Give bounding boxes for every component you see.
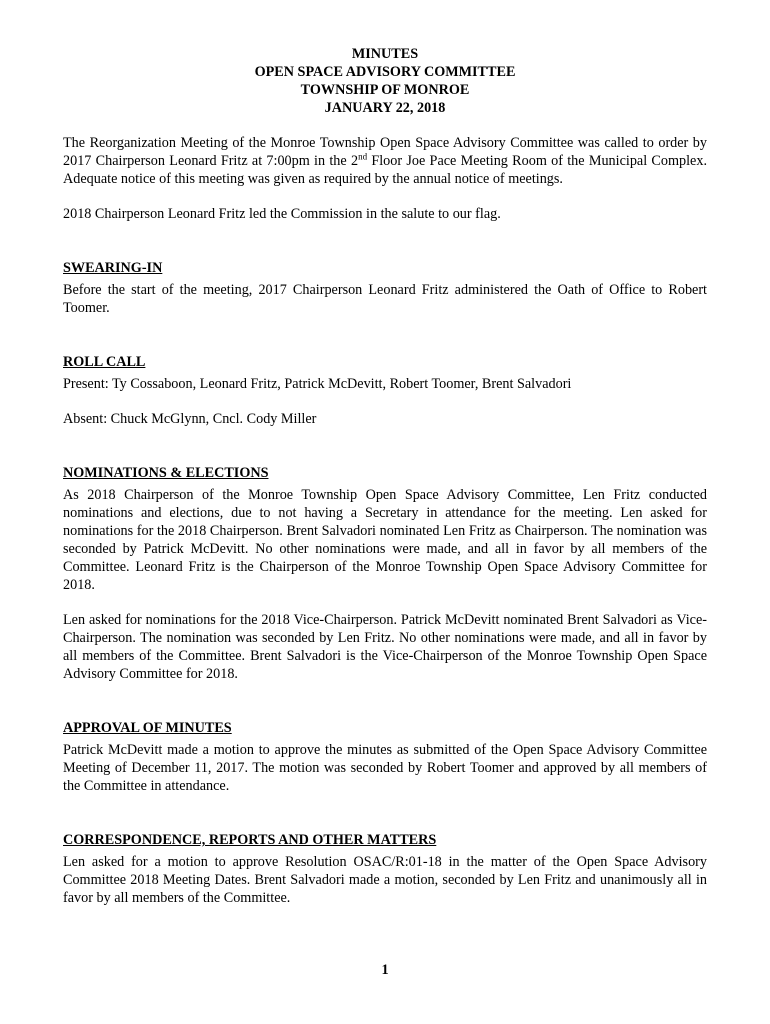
intro-paragraph	[63, 134, 707, 188]
swearing-in-heading: SWEARING-IN	[63, 260, 163, 276]
header-committee: OPEN SPACE ADVISORY COMMITTEE	[254, 64, 516, 80]
roll-call-heading: ROLL CALL	[63, 354, 146, 370]
nominations-vice-chairperson-paragraph: Len asked for nominations for the 2018 Vice-Chairperson. Patrick McDevitt nominated Brent Salvadori as Vice-Chairperson. The nomination was seconded by Len Fritz. No other nominations were made, and all in favor by all members of the Committee. Brent Salvadori is the Vice-Chairperson of the Monroe Township Open Space Advisory Committee for 2018.	[63, 612, 707, 682]
document-header	[63, 45, 707, 117]
roll-call-absent: Absent: Chuck McGlynn, Cncl. Cody Miller	[63, 411, 317, 427]
intro-text-start: The Reorganization Meeting of the Monroe Township Open Space Advisory Committee was called to order by 2017 Chairperson Leonard Fritz at 7:00pm in the 2	[63, 135, 707, 169]
correspondence-heading: CORRESPONDENCE, REPORTS AND OTHER MATTERS	[63, 832, 437, 848]
approval-paragraph: Patrick McDevitt made a motion to approve the minutes as submitted of the Open Space Advisory Committee Meeting of December 11, 2017. The motion was seconded by Robert Toomer and approved by all members of the Committee in attendance.	[63, 742, 707, 794]
intro-text-end: Floor Joe Pace Meeting Room of the Municipal Complex. Adequate notice of this meeting was given as required by the annual notice of meetings.	[63, 153, 707, 187]
approval-heading: APPROVAL OF MINUTES	[63, 720, 232, 736]
correspondence-paragraph: Len asked for a motion to approve Resolution OSAC/R:01-18 in the matter of the Open Space Advisory Committee 2018 Meeting Dates. Brent Salvadori made a motion, seconded by Len Fritz and unanimously all in favor by all members of the Committee.	[63, 854, 707, 906]
nominations-chairperson-paragraph: As 2018 Chairperson of the Monroe Township Open Space Advisory Committee, Len Fritz conducted nominations and elections, due to not having a Secretary in attendance for the meeting. Len asked for nominations for the 2018 Chairperson. Brent Salvadori nominated Len Fritz as Chairperson. The nomination was seconded by Patrick McDevitt. No other nominations were made, and all in favor by all members of the Committee. Leonard Fritz is the Chairperson of the Monroe Township Open Space Advisory Committee for 2018.	[63, 487, 707, 593]
swearing-in-paragraph: Before the start of the meeting, 2017 Chairperson Leonard Fritz administered the Oath of Office to Robert Toomer.	[63, 282, 707, 316]
header-date: JANUARY 22, 2018	[324, 100, 446, 116]
header-title: MINUTES	[351, 46, 419, 62]
header-township: TOWNSHIP OF MONROE	[300, 82, 470, 98]
flag-salute-paragraph: 2018 Chairperson Leonard Fritz led the Commission in the salute to our flag.	[63, 206, 501, 222]
intro-ordinal-suffix: nd	[358, 151, 368, 162]
page-number: 1	[381, 962, 389, 978]
nominations-heading: NOMINATIONS & ELECTIONS	[63, 465, 269, 481]
roll-call-present: Present: Ty Cossaboon, Leonard Fritz, Patrick McDevitt, Robert Toomer, Brent Salvadori	[63, 376, 572, 392]
document-page	[63, 45, 707, 907]
